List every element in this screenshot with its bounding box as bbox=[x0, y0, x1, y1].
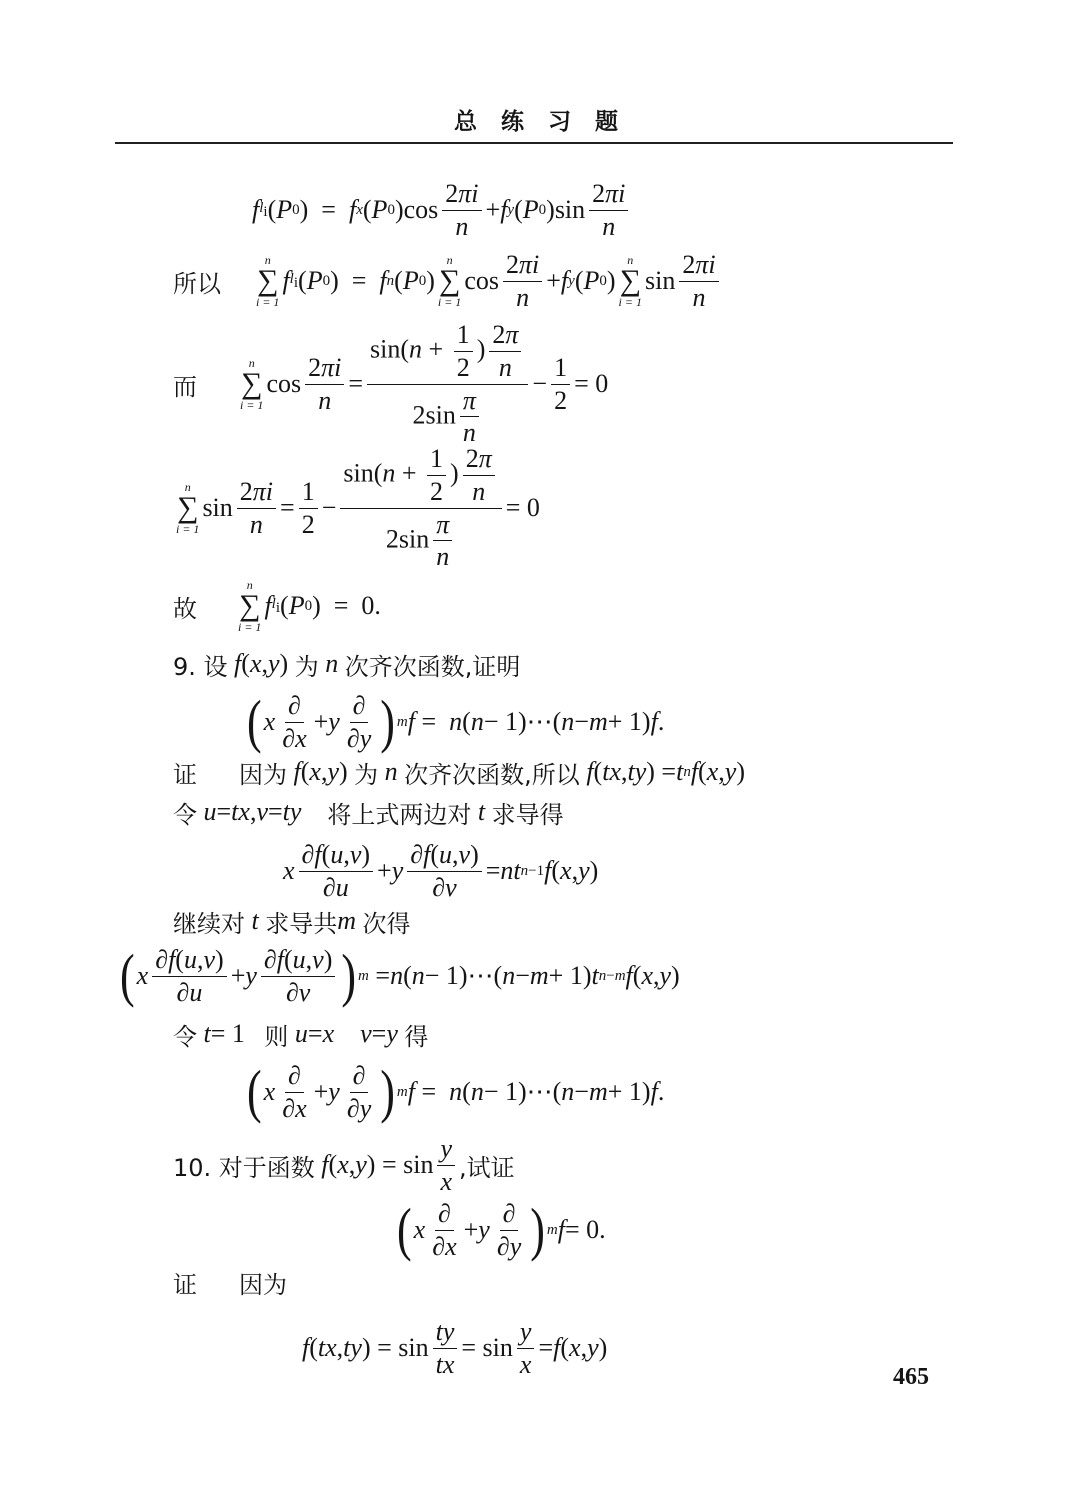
formula-cos-sum: 而 n ∑ i = 1 cos 2πi n = sin(n + $\frac{1}{2}$ ) $\frac{2\pi}{n}$ 2sin $\frac{\pi}{n}$ − 1 2 = 0 bbox=[173, 319, 609, 448]
formula-mth-derivative: ( x ∂f(u,v) ∂u + y ∂f(u,v) ∂v ) m = n ( n − 1)⋯( n − m + 1) t n−m f ( x , y ) bbox=[120, 942, 680, 1009]
page-number: 465 bbox=[893, 1364, 929, 1390]
formula-operator-identity-2: ( x ∂ ∂x + y ∂ ∂y ) m f = n ( n − 1)⋯( n − m + 1) f . bbox=[247, 1058, 665, 1125]
page-header: 总 练 习 题 bbox=[453, 108, 627, 135]
proof-9-line-3: 继续对 t 求导共 m 次得 bbox=[173, 906, 411, 938]
formula-directional-derivative: f $l_i$ ( P 0 ) = f x ( P 0 )cos 2πi n + f y ( P 0 )sin 2πi n bbox=[0, 186, 1080, 234]
proof-9-line-4: 令 t = 1 则 u = x v = y 得 bbox=[173, 1019, 429, 1051]
formula-homogeneity-zero: f ( tx , ty ) = sin ty tx = sin y x = f ( x , y ) bbox=[302, 1316, 608, 1379]
problem-9-statement: 9. 设 f ( x , y ) 为 n 次齐次函数,证明 bbox=[173, 649, 521, 681]
proof-9-line-1: 证 因为 f ( x , y ) 为 n 次齐次函数,所以 f ( tx , ty ) = t n f ( x , y ) bbox=[173, 757, 745, 789]
word-so: 所以 bbox=[173, 269, 221, 298]
word-and: 而 bbox=[173, 372, 197, 401]
formula-operator-zero: ( x ∂ ∂x + y ∂ ∂y ) m f = 0. bbox=[397, 1196, 606, 1263]
formula-conclusion: 故 n ∑ i = 1 f $l_i$ ( P 0 ) = 0. bbox=[173, 578, 381, 634]
proof-9-line-2: 令 u = tx , v = ty 将上式两边对 t 求导得 bbox=[173, 797, 564, 829]
proof-10-line-1: 证 因为 bbox=[173, 1270, 287, 1299]
problem-10-statement: 10. 对于函数 f ( x , y ) = sin y x ,试证 bbox=[173, 1133, 515, 1196]
formula-operator-identity: ( x ∂ ∂x + y ∂ ∂y ) m f = n ( n − 1)⋯( n − m + 1) f . bbox=[247, 688, 665, 755]
formula-sin-sum: n ∑ i = 1 sin 2πi n = 1 2 − sin(n + $\frac{1}{2}$ ) $\frac{2\pi}{n}$ 2sin $\frac{\pi}{n}$ = 0 bbox=[176, 443, 540, 572]
formula-first-derivative: x ∂f(u,v) ∂u + y ∂f(u,v) ∂v = nt n−1 f ( x , y ) bbox=[283, 839, 599, 902]
word-therefore: 故 bbox=[173, 594, 197, 623]
header-rule bbox=[115, 142, 953, 144]
formula-sum: 所以 n ∑ i = 1 f $l_i$ ( P 0 ) = f n ( P 0 ) n ∑ i = 1 cos 2πi n + f y ( P 0 ) n ∑ i = 1 sin 2πi n bbox=[0, 257, 1080, 305]
